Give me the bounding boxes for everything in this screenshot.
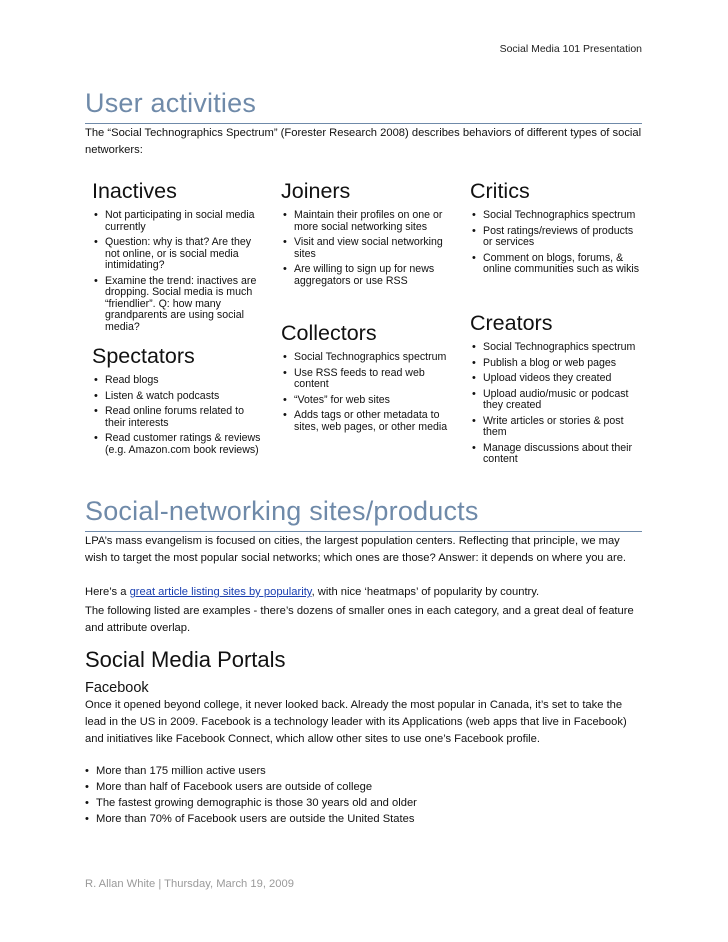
list-item: • Social Technographics spectrum — [470, 342, 640, 354]
heading-rule — [85, 531, 642, 532]
list-item: • Maintain their profiles on one or more social networking sites — [281, 210, 451, 233]
group-title: Spectators — [92, 344, 195, 368]
list-item: • Adds tags or other metadata to sites, web pages, or other media — [281, 410, 451, 433]
group-joiners — [281, 178, 451, 291]
list-item: • Social Technographics spectrum — [281, 352, 451, 364]
group-title: Joiners — [281, 179, 351, 203]
list-item: • Publish a blog or web pages — [470, 358, 640, 370]
group-list — [470, 210, 640, 276]
lpa-paragraph: LPA’s mass evangelism is focused on cities, the largest population centers. Reflecting that principle, we may wish to target the most popular social networks; which ones are those? Answer: it depends on where you are. — [85, 535, 627, 564]
list-item: • More than 175 million active users — [85, 763, 645, 779]
list-item: • Upload videos they created — [470, 373, 640, 385]
group-list — [92, 210, 262, 333]
list-item: • Read blogs — [92, 375, 262, 387]
list-item: • Not participating in social media currently — [92, 210, 262, 233]
article-link[interactable]: great article listing sites by popularity — [129, 586, 312, 598]
group-list — [470, 342, 640, 466]
list-item: • Are willing to sign up for news aggregators or use RSS — [281, 264, 451, 287]
facebook-paragraph: Once it opened beyond college, it never looked back. Already the most popular in Canada, it’s set to take the lead in the US in 2009. Facebook is a technology leader with its Applications (web apps that live in Facebook) and initiatives like Facebook Connect, which allow other sites to use one’s Facebook profile. — [85, 699, 627, 745]
list-item: • Read customer ratings & reviews (e.g. Amazon.com book reviews) — [92, 433, 262, 456]
article-paragraph — [85, 584, 645, 601]
list-item: • Use RSS feeds to read web content — [281, 368, 451, 391]
facebook-heading: Facebook — [85, 680, 149, 696]
list-item: • Visit and view social networking sites — [281, 237, 451, 260]
group-list — [281, 210, 451, 287]
group-spectators — [92, 343, 262, 460]
facebook-stats-list — [85, 763, 645, 827]
article-prefix: Here’s a — [85, 586, 130, 598]
group-title: Critics — [470, 179, 530, 203]
social-networking-heading: Social-networking sites/products — [85, 496, 479, 526]
group-title: Collectors — [281, 321, 377, 345]
page-footer: R. Allan White | Thursday, March 19, 2009 — [85, 878, 294, 890]
list-item: • Upload audio/music or podcast they created — [470, 389, 640, 412]
list-item: • More than 70% of Facebook users are outside the United States — [85, 811, 645, 827]
list-item: • More than half of Facebook users are outside of college — [85, 779, 645, 795]
article-suffix: , with nice ‘heatmaps’ of popularity by country. — [311, 586, 540, 598]
page-header: Social Media 101 Presentation — [499, 43, 642, 55]
list-item: • The fastest growing demographic is those 30 years old and older — [85, 795, 645, 811]
list-item: • Post ratings/reviews of products or services — [470, 226, 640, 249]
group-creators — [470, 310, 640, 470]
user-activities-heading: User activities — [85, 88, 257, 118]
group-title: Creators — [470, 311, 553, 335]
list-item: • Read online forums related to their interests — [92, 406, 262, 429]
group-inactives — [92, 178, 262, 337]
list-item: • Listen & watch podcasts — [92, 391, 262, 403]
list-item: • Write articles or stories & post them — [470, 416, 640, 439]
list-item: • Comment on blogs, forums, & online communities such as wikis — [470, 253, 640, 276]
group-list — [92, 375, 262, 456]
user-activities-intro: The “Social Technographics Spectrum” (Forester Research 2008) describes behaviors of different types of social networkers: — [85, 127, 642, 156]
list-item: • Manage discussions about their content — [470, 443, 640, 466]
group-title: Inactives — [92, 179, 177, 203]
list-item: • “Votes” for web sites — [281, 395, 451, 407]
list-item: • Examine the trend: inactives are dropping. Social media is much “friendlier”. Q: how many grandparents are using social media? — [92, 276, 262, 334]
portals-heading: Social Media Portals — [85, 647, 286, 672]
heading-rule — [85, 123, 642, 124]
list-item: • Social Technographics spectrum — [470, 210, 640, 222]
group-list — [281, 352, 451, 433]
list-item: • Question: why is that? Are they not online, or is social media intimidating? — [92, 237, 262, 272]
examples-paragraph: The following listed are examples - there’s dozens of smaller ones in each category, and a great deal of feature and attribute overlap. — [85, 605, 634, 634]
group-collectors — [281, 320, 451, 437]
group-critics — [470, 178, 640, 280]
